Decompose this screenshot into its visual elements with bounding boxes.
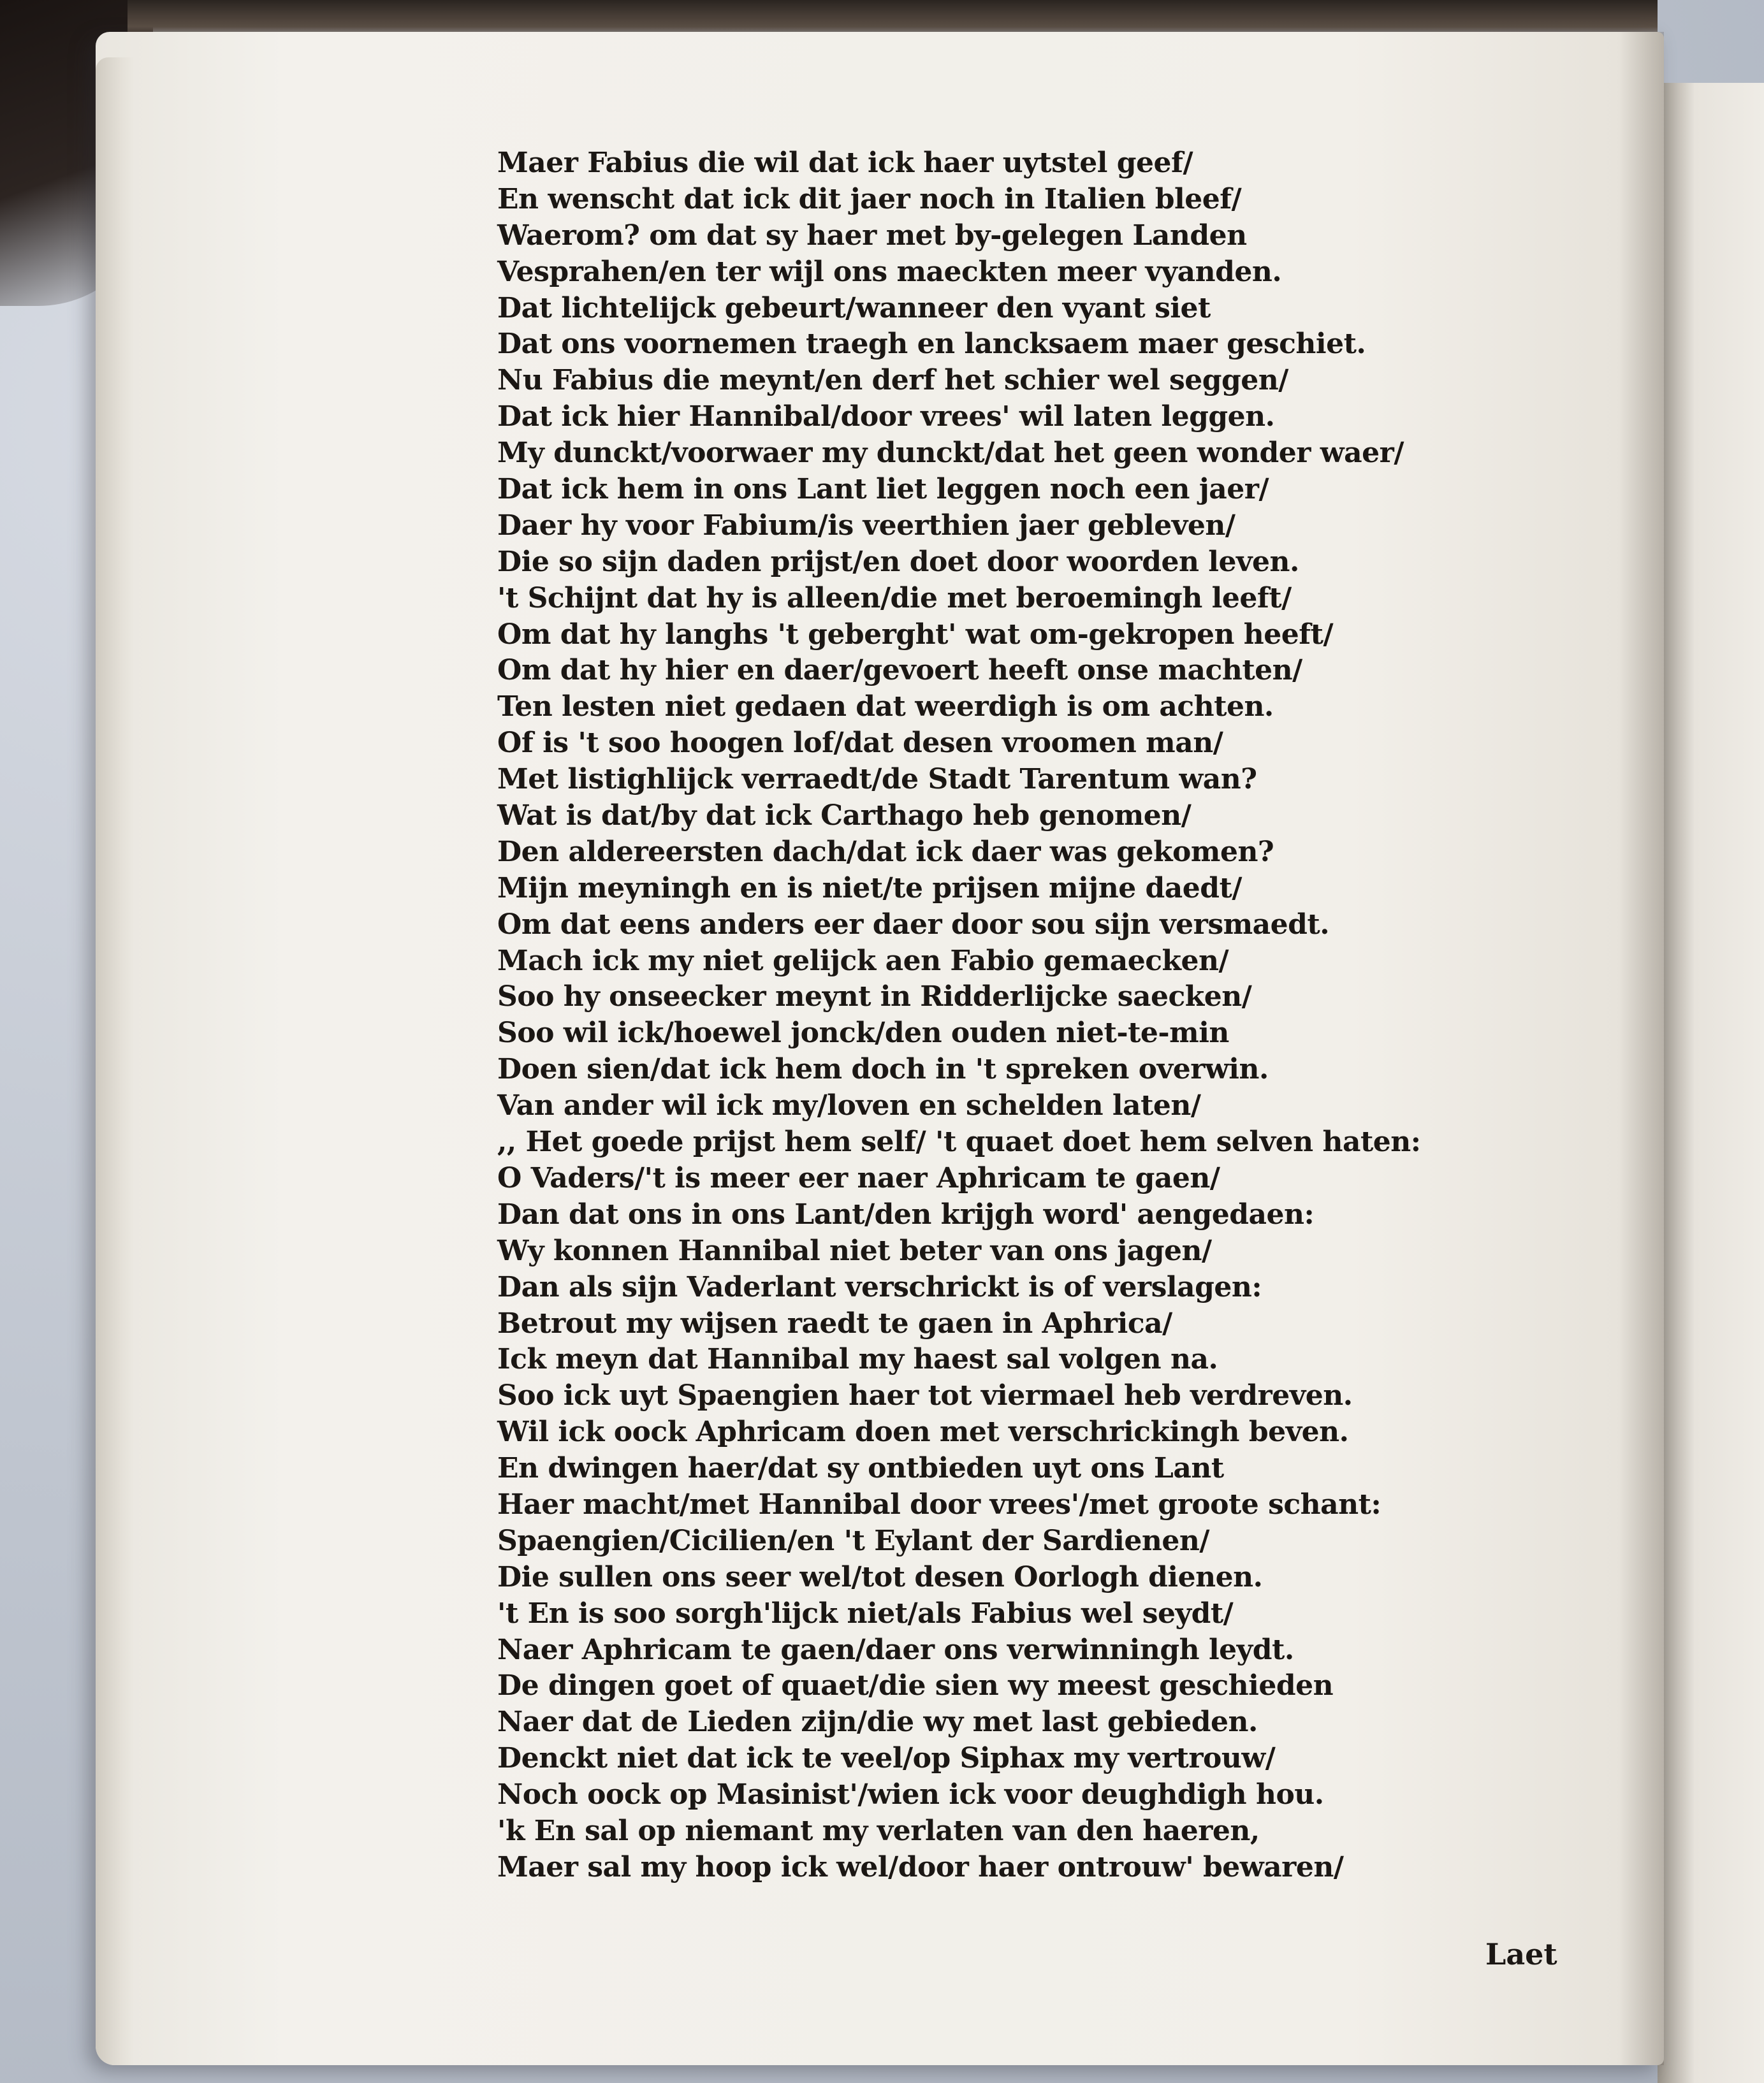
verse-line: Of is 't soo hoogen lof/dat desen vroomen man/ bbox=[497, 727, 1223, 760]
verse-line: ,, Het goede prijst hem self/ 't quaet doet hem selven haten: bbox=[497, 1126, 1421, 1159]
verse-line: Dan als sijn Vaderlant verschrickt is of verslagen: bbox=[497, 1270, 1262, 1303]
verse-line: Spaengien/Cicilien/en 't Eylant der Sardienen/ bbox=[497, 1524, 1209, 1557]
verse-line: Vesprahen/en ter wijl ons maeckten meer vyanden. bbox=[497, 255, 1282, 288]
verse-line: Naer dat de Lieden zijn/die wy met last gebieden. bbox=[497, 1706, 1258, 1739]
verse-line: Die sullen ons seer wel/tot desen Oorlogh dienen. bbox=[497, 1560, 1263, 1593]
verse-line: Denckt niet dat ick te veel/op Siphax my vertrouw/ bbox=[497, 1742, 1276, 1775]
verse-line: Den aldereersten dach/dat ick daer was gekomen? bbox=[497, 835, 1274, 868]
verse-line: Die so sijn daden prijst/en doet door woorden leven. bbox=[497, 545, 1299, 578]
verse-line: Mach ick my niet gelijck aen Fabio gemaecken/ bbox=[497, 944, 1229, 977]
verse-line: De dingen goet of quaet/die sien wy meest geschieden bbox=[497, 1669, 1334, 1702]
verse-line: Waerom? om dat sy haer met by-gelegen Landen bbox=[497, 219, 1247, 252]
verse-line: Noch oock op Masinist'/wien ick voor deughdigh hou. bbox=[497, 1778, 1324, 1811]
verse-line: Doen sien/dat ick hem doch in 't spreken overwin. bbox=[497, 1053, 1269, 1086]
verse-line: Ten lesten niet gedaen dat weerdigh is om achten. bbox=[497, 690, 1274, 723]
verse-line: Mijn meyningh en is niet/te prijsen mijne daedt/ bbox=[497, 871, 1242, 904]
verse-line: Naer Aphricam te gaen/daer ons verwinningh leydt. bbox=[497, 1633, 1294, 1666]
catchword: Laet bbox=[1485, 1937, 1557, 1971]
verse-line: Dat ick hem in ons Lant liet leggen noch een jaer/ bbox=[497, 473, 1269, 506]
verse-line: Maer Fabius die wil dat ick haer uytstel geef/ bbox=[497, 147, 1193, 179]
verse-line: Soo hy onseecker meynt in Ridderlijcke saecken/ bbox=[497, 980, 1252, 1013]
verse-line: En dwingen haer/dat sy ontbieden uyt ons Lant bbox=[497, 1452, 1224, 1485]
verse-line: O Vaders/'t is meer eer naer Aphricam te gaen/ bbox=[497, 1161, 1220, 1194]
page-edge bbox=[96, 57, 134, 2065]
verse-line: Dan dat ons in ons Lant/den krijgh word' aengedaen: bbox=[497, 1198, 1315, 1231]
verse-line: Betrout my wijsen raedt te gaen in Aphrica/ bbox=[497, 1307, 1172, 1340]
verse-line: Van ander wil ick my/loven en schelden laten/ bbox=[497, 1089, 1201, 1122]
verse-line: 't Schijnt dat hy is alleen/die met beroemingh leeft/ bbox=[497, 581, 1292, 614]
verse-line: 't En is soo sorgh'lijck niet/als Fabius wel seydt/ bbox=[497, 1597, 1234, 1630]
verse-line: Soo wil ick/hoewel jonck/den ouden niet-te-min bbox=[497, 1017, 1229, 1050]
verse-text-block bbox=[497, 145, 1434, 1930]
verse-line: Wy konnen Hannibal niet beter van ons jagen/ bbox=[497, 1234, 1212, 1267]
verse-line: Om dat hy langhs 't geberght' wat om-gekropen heeft/ bbox=[497, 618, 1334, 651]
verse-line: Soo ick uyt Spaengien haer tot viermael heb verdreven. bbox=[497, 1379, 1353, 1412]
verse-line: 'k En sal op niemant my verlaten van den haeren, bbox=[497, 1814, 1260, 1847]
page-gutter bbox=[1619, 32, 1664, 2065]
verse-line: Dat ons voornemen traegh en lancksaem maer geschiet. bbox=[497, 328, 1366, 361]
verse-line: Om dat eens anders eer daer door sou sijn versmaedt. bbox=[497, 908, 1330, 941]
verse-line: Om dat hy hier en daer/gevoert heeft onse machten/ bbox=[497, 654, 1302, 687]
verse-line: Ick meyn dat Hannibal my haest sal volgen na. bbox=[497, 1343, 1218, 1376]
verse-line: Haer macht/met Hannibal door vrees'/met groote schant: bbox=[497, 1488, 1381, 1521]
verse-line: Nu Fabius die meynt/en derf het schier wel seggen/ bbox=[497, 364, 1288, 397]
verse-line: My dunckt/voorwaer my dunckt/dat het geen wonder waer/ bbox=[497, 437, 1404, 470]
verse-line: En wenscht dat ick dit jaer noch in Italien bleef/ bbox=[497, 182, 1242, 215]
verse-line: Wil ick oock Aphricam doen met verschrickingh beven. bbox=[497, 1416, 1349, 1449]
verse-line: Maer sal my hoop ick wel/door haer ontrouw' bewaren/ bbox=[497, 1850, 1344, 1883]
verse-line: Dat lichtelijck gebeurt/wanneer den vyant siet bbox=[497, 291, 1211, 324]
verse-line: Dat ick hier Hannibal/door vrees' wil laten leggen. bbox=[497, 400, 1275, 433]
verse-line: Met listighlijck verraedt/de Stadt Tarentum wan? bbox=[497, 763, 1257, 796]
verse-line: Wat is dat/by dat ick Carthago heb genomen/ bbox=[497, 799, 1192, 832]
facing-page-edge bbox=[1658, 83, 1764, 2083]
verse-line: Daer hy voor Fabium/is veerthien jaer gebleven/ bbox=[497, 509, 1236, 542]
